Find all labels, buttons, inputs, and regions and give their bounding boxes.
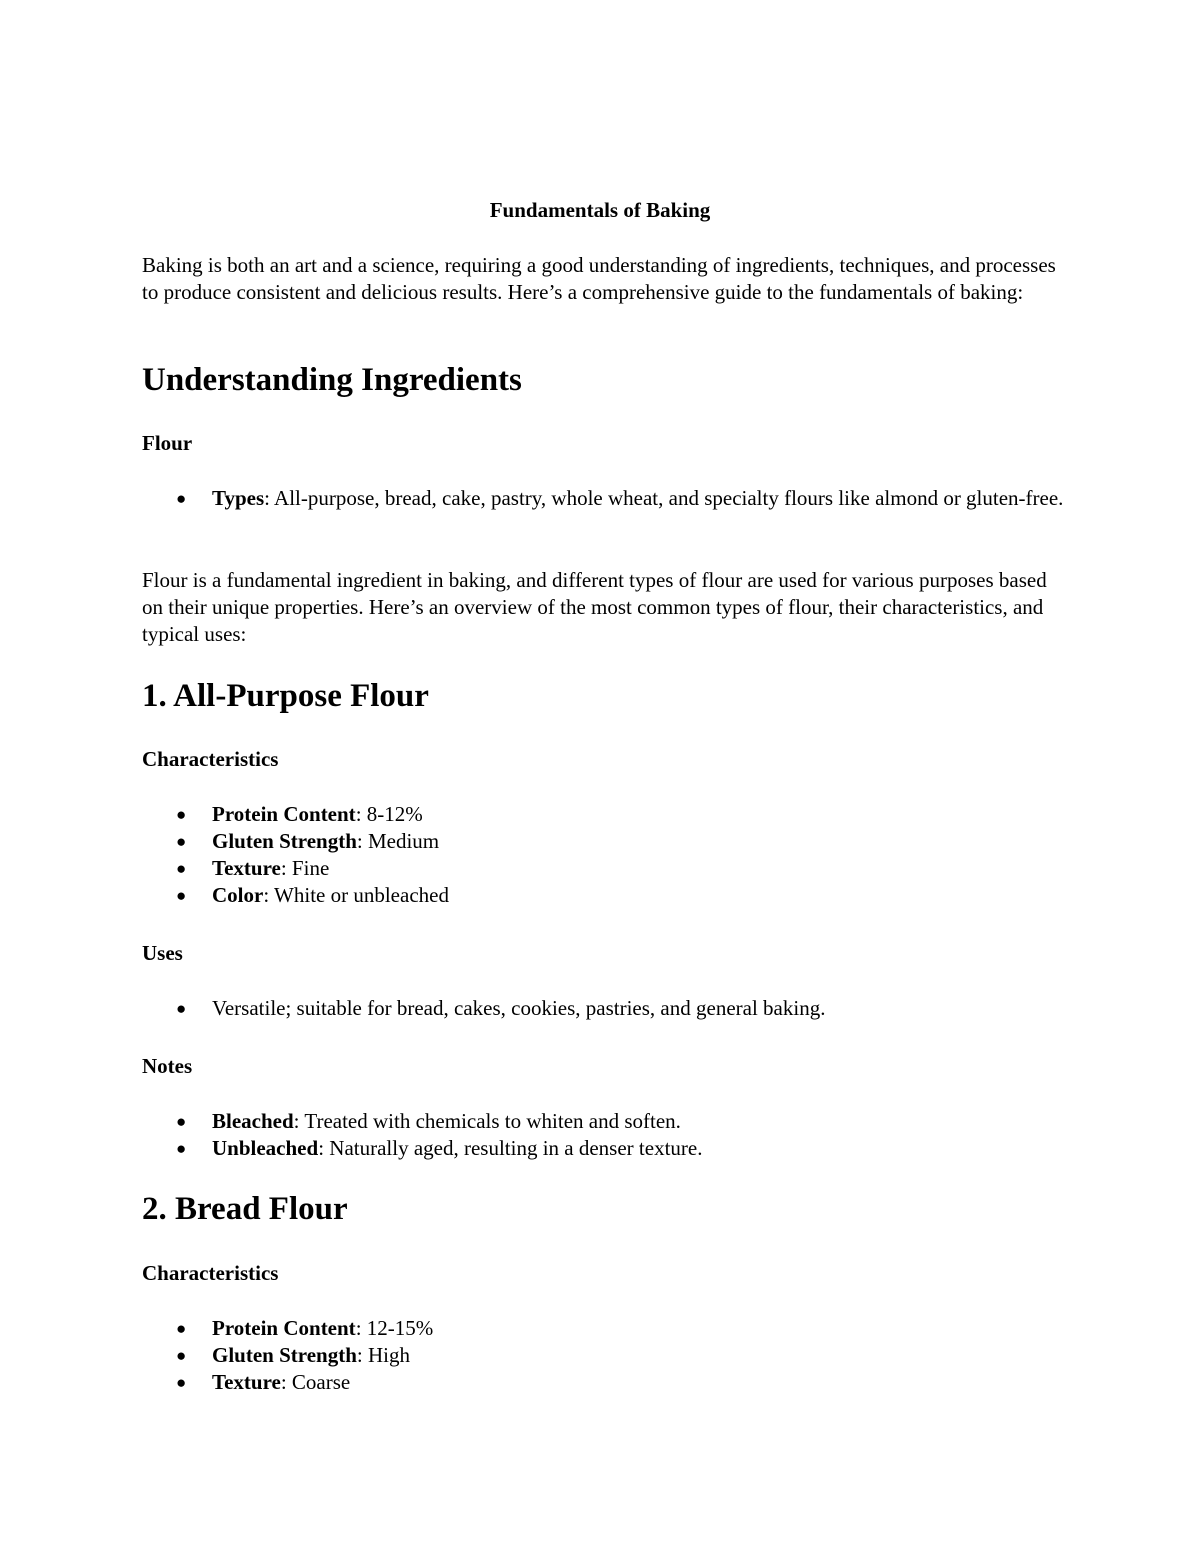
list-item-term: Texture — [212, 856, 281, 880]
bullet-icon: ● — [176, 1139, 187, 1158]
bullet-icon: ● — [176, 1373, 187, 1392]
list-item — [142, 1135, 1072, 1162]
list-item — [142, 1369, 1072, 1396]
list-item-term: Bleached — [212, 1109, 294, 1133]
heading-characteristics: Characteristics — [142, 1261, 279, 1285]
list-item — [142, 855, 1072, 882]
list-item-term: Types — [212, 486, 265, 510]
list-item-term: Gluten Strength — [212, 829, 357, 853]
bullet-icon: ● — [176, 1346, 187, 1365]
all-purpose-uses-list — [142, 995, 1072, 1022]
all-purpose-notes-list — [142, 1108, 1072, 1162]
list-item-text: : Treated with chemicals to whiten and soften. — [293, 1109, 681, 1133]
list-item-text: : Naturally aged, resulting in a denser texture. — [318, 1136, 703, 1160]
all-purpose-characteristics-list — [142, 801, 1072, 909]
bullet-icon: ● — [176, 805, 187, 824]
heading-bread-flour: 2. Bread Flour — [142, 1191, 348, 1227]
bullet-icon: ● — [176, 859, 187, 878]
bullet-icon: ● — [176, 1112, 187, 1131]
bullet-icon: ● — [176, 489, 187, 508]
list-item — [142, 1315, 1072, 1342]
heading-characteristics: Characteristics — [142, 747, 279, 771]
bread-flour-characteristics-list — [142, 1315, 1072, 1396]
list-item-text: Versatile; suitable for bread, cakes, cookies, pastries, and general baking. — [212, 996, 826, 1020]
document-title: Fundamentals of Baking — [489, 198, 711, 222]
bullet-icon: ● — [176, 1319, 187, 1338]
flour-paragraph: Flour is a fundamental ingredient in baking, and different types of flour are used for various purposes based on their unique properties. Here’s an overview of the most common types of flour, their characteristics, and typical uses: — [142, 568, 1047, 646]
bullet-icon: ● — [176, 999, 187, 1018]
list-item-term: Protein Content — [212, 802, 356, 826]
list-item-text: : All-purpose, bread, cake, pastry, whole wheat, and specialty flours like almond or gluten-free. — [264, 486, 1064, 510]
list-item-text: : Coarse — [280, 1370, 351, 1394]
list-item-text: : High — [356, 1343, 410, 1367]
heading-uses: Uses — [142, 941, 183, 965]
list-item-text: : 12-15% — [355, 1316, 434, 1340]
list-item — [142, 485, 1072, 512]
list-item-text: : Fine — [280, 856, 330, 880]
list-item — [142, 828, 1072, 855]
heading-all-purpose-flour: 1. All-Purpose Flour — [142, 678, 429, 714]
heading-notes: Notes — [142, 1054, 193, 1078]
list-item-term: Gluten Strength — [212, 1343, 357, 1367]
heading-understanding-ingredients: Understanding Ingredients — [142, 362, 522, 398]
list-item-term: Protein Content — [212, 1316, 356, 1340]
flour-types-list — [142, 485, 1072, 512]
list-item-text: : Medium — [356, 829, 440, 853]
list-item — [142, 1108, 1072, 1135]
list-item — [142, 1342, 1072, 1369]
heading-flour: Flour — [142, 431, 193, 455]
list-item — [142, 882, 1072, 909]
bullet-icon: ● — [176, 886, 187, 905]
list-item — [142, 801, 1072, 828]
list-item-text: : 8-12% — [355, 802, 423, 826]
list-item-term: Unbleached — [212, 1136, 319, 1160]
list-item-text: : White or unbleached — [263, 883, 449, 907]
bullet-icon: ● — [176, 832, 187, 851]
intro-paragraph: Baking is both an art and a science, requiring a good understanding of ingredients, techniques, and processes to produce consistent and delicious results. Here’s a comprehensive guide to the fundamentals of baking: — [142, 253, 1056, 304]
list-item — [142, 995, 1072, 1022]
list-item-term: Color — [212, 883, 264, 907]
list-item-term: Texture — [212, 1370, 281, 1394]
